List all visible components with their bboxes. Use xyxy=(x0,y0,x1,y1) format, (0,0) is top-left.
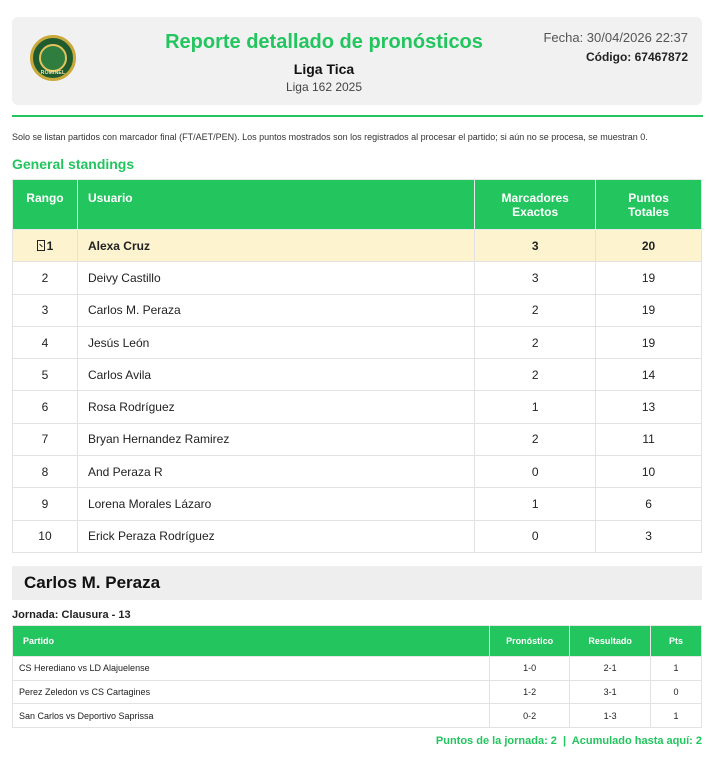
rank-cell: 2 xyxy=(13,262,78,294)
logo-text: ROMINEL xyxy=(40,70,66,76)
user-cell: Lorena Morales Lázaro xyxy=(77,488,474,520)
rank-cell: 4 xyxy=(13,326,78,358)
rank-cell: 5 xyxy=(13,359,78,391)
report-date: Fecha: 30/04/2026 22:37 xyxy=(543,30,688,45)
result-cell: 3-1 xyxy=(570,680,651,704)
medal-icon xyxy=(37,240,45,251)
user-cell: Bryan Hernandez Ramirez xyxy=(77,423,474,455)
exact-cell: 1 xyxy=(475,488,596,520)
exact-cell: 0 xyxy=(475,520,596,552)
points-cell: 19 xyxy=(596,326,702,358)
table-row xyxy=(13,423,702,455)
column-header-exact: Marcadores Exactos xyxy=(475,180,596,230)
rank-cell: 6 xyxy=(13,391,78,423)
player-section-header xyxy=(12,566,702,600)
result-cell: 1-3 xyxy=(570,704,651,728)
rank-cell: 1 xyxy=(13,230,78,262)
user-cell: Deivy Castillo xyxy=(77,262,474,294)
prediction-cell: 1-2 xyxy=(490,680,570,704)
column-header-pts: Pts xyxy=(651,626,702,657)
rank-cell: 7 xyxy=(13,423,78,455)
user-cell: Carlos M. Peraza xyxy=(77,294,474,326)
table-row xyxy=(13,704,702,728)
points-cell: 19 xyxy=(596,294,702,326)
exact-cell: 0 xyxy=(475,456,596,488)
result-cell: 2-1 xyxy=(570,657,651,681)
user-cell: Jesús León xyxy=(77,326,474,358)
column-header-rank: Rango xyxy=(13,180,78,230)
player-name: Carlos M. Peraza xyxy=(24,573,161,592)
matches-header-row xyxy=(13,626,702,657)
exact-cell: 3 xyxy=(475,262,596,294)
standings-title: General standings xyxy=(12,156,135,172)
match-cell: San Carlos vs Deportivo Saprissa xyxy=(13,704,490,728)
prediction-cell: 1-0 xyxy=(490,657,570,681)
table-row xyxy=(13,488,702,520)
match-cell: CS Herediano vs LD Alajuelense xyxy=(13,657,490,681)
exact-cell: 2 xyxy=(475,294,596,326)
rank-cell: 8 xyxy=(13,456,78,488)
league-name: Liga Tica xyxy=(293,61,355,77)
user-cell: Rosa Rodríguez xyxy=(77,391,474,423)
rank-cell: 10 xyxy=(13,520,78,552)
user-cell: Erick Peraza Rodríguez xyxy=(77,520,474,552)
pts-cell: 1 xyxy=(651,657,702,681)
points-cell: 20 xyxy=(596,230,702,262)
matches-table xyxy=(12,625,702,728)
table-row xyxy=(13,391,702,423)
jornada-summary: Puntos de la jornada: 2 | Acumulado hasta aquí: 2 xyxy=(435,735,702,747)
report-title: Reporte detallado de pronósticos xyxy=(165,31,483,53)
pts-cell: 1 xyxy=(651,704,702,728)
table-row xyxy=(13,680,702,704)
user-cell: Alexa Cruz xyxy=(77,230,474,262)
table-row xyxy=(13,520,702,552)
prediction-cell: 0-2 xyxy=(490,704,570,728)
table-row xyxy=(13,657,702,681)
report-header xyxy=(12,17,702,105)
table-row xyxy=(13,230,702,262)
user-cell: And Peraza R xyxy=(77,456,474,488)
column-header-prediction: Pronóstico xyxy=(490,626,570,657)
rank-cell: 3 xyxy=(13,294,78,326)
column-header-user: Usuario xyxy=(77,180,474,230)
exact-cell: 2 xyxy=(475,359,596,391)
points-cell: 14 xyxy=(596,359,702,391)
standings-table xyxy=(12,179,702,553)
table-row xyxy=(13,262,702,294)
table-row xyxy=(13,326,702,358)
points-cell: 13 xyxy=(596,391,702,423)
user-cell: Carlos Avila xyxy=(77,359,474,391)
exact-cell: 2 xyxy=(475,326,596,358)
column-header-points: Puntos Totales xyxy=(596,180,702,230)
points-cell: 11 xyxy=(596,423,702,455)
match-cell: Perez Zeledon vs CS Cartagines xyxy=(13,680,490,704)
report-note: Solo se listan partidos con marcador final (FT/AET/PEN). Los puntos mostrados son los registrados al procesar el partido; si aún no se procesa, se muestran 0. xyxy=(12,132,648,142)
jornada-label: Jornada: Clausura - 13 xyxy=(12,609,131,621)
standings-header-row xyxy=(13,180,702,230)
table-row xyxy=(13,359,702,391)
points-cell: 10 xyxy=(596,456,702,488)
column-header-result: Resultado xyxy=(570,626,651,657)
exact-cell: 1 xyxy=(475,391,596,423)
season-name: Liga 162 2025 xyxy=(285,80,363,94)
table-row xyxy=(13,456,702,488)
points-cell: 3 xyxy=(596,520,702,552)
points-cell: 19 xyxy=(596,262,702,294)
divider xyxy=(12,115,703,117)
table-row xyxy=(13,294,702,326)
column-header-match: Partido xyxy=(13,626,490,657)
report-code: Código: 67467872 xyxy=(585,50,688,64)
exact-cell: 2 xyxy=(475,423,596,455)
exact-cell: 3 xyxy=(475,230,596,262)
points-cell: 6 xyxy=(596,488,702,520)
rank-cell: 9 xyxy=(13,488,78,520)
pts-cell: 0 xyxy=(651,680,702,704)
